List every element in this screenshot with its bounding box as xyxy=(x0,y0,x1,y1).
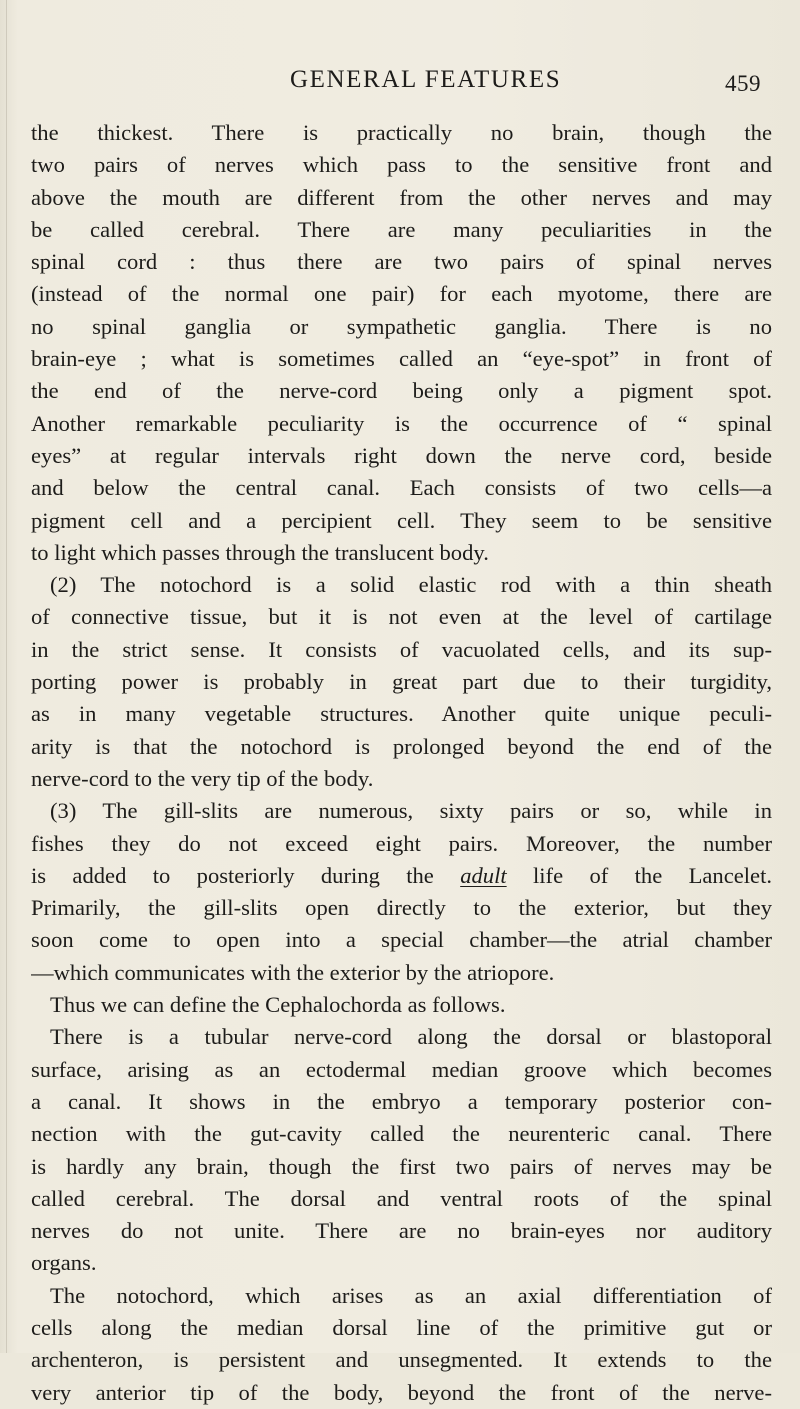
page-header xyxy=(0,66,800,106)
text-line: a canal. It shows in the embryo a temporary posterior con- xyxy=(31,1088,772,1114)
text-line: be called cerebral. There are many peculiarities in the xyxy=(31,216,772,242)
text-line: porting power is probably in great part due to their turgidity, xyxy=(31,669,772,695)
text-line: Thus we can define the Cephalochorda as follows. xyxy=(50,992,506,1018)
text-line: and below the central canal. Each consists of two cells—a xyxy=(31,475,772,501)
text-line: is hardly any brain, though the first two pairs of nerves may be xyxy=(31,1153,772,1179)
text-line: (instead of the normal one pair) for each myotome, there are xyxy=(31,281,772,307)
text-line: the end of the nerve-cord being only a pigment spot. xyxy=(31,378,772,404)
text-line: pigment cell and a percipient cell. They seem to be sensitive xyxy=(31,507,772,533)
text-line: to light which passes through the translucent body. xyxy=(31,539,489,565)
text-line: above the mouth are different from the other nerves and may xyxy=(31,184,772,210)
text-line: There is a tubular nerve-cord along the dorsal or blastoporal xyxy=(50,1024,772,1050)
text-line: as in many vegetable structures. Another quite unique peculi- xyxy=(31,701,772,727)
text-run: life of the Lancelet. xyxy=(506,862,772,888)
text-line: soon come to open into a special chamber—the atrial chamber xyxy=(31,927,772,953)
text-line: called cerebral. The dorsal and ventral roots of the spinal xyxy=(31,1185,772,1211)
text-line: two pairs of nerves which pass to the sensitive front and xyxy=(31,152,772,178)
text-line: brain-eye ; what is sometimes called an “eye-spot” in front of xyxy=(31,346,772,372)
text-line: nerve-cord to the very tip of the body. xyxy=(31,765,374,791)
text-line: the thickest. There is practically no brain, though the xyxy=(31,120,772,145)
text-line: nection with the gut-cavity called the neurenteric canal. There xyxy=(31,1121,772,1147)
text-line: eyes” at regular intervals right down the nerve cord, beside xyxy=(31,442,772,468)
text-line: Primarily, the gill-slits open directly to the exterior, but they xyxy=(31,895,772,921)
running-head: GENERAL FEATURES xyxy=(290,66,562,93)
text-line: (2) The notochord is a solid elastic rod with a thin sheath xyxy=(50,572,772,598)
text-line: spinal cord : thus there are two pairs of spinal nerves xyxy=(31,249,772,275)
text-line: The notochord, which arises as an axial differentiation of xyxy=(50,1282,772,1308)
text-line: (3) The gill-slits are numerous, sixty pairs or so, while in xyxy=(50,798,772,824)
page-number: 459 xyxy=(725,71,761,96)
text-line xyxy=(31,860,772,892)
text-run: is added to posteriorly during the xyxy=(31,862,461,888)
text-line: nerves do not unite. There are no brain-eyes nor auditory xyxy=(31,1218,772,1244)
text-line: of connective tissue, but it is not even at the level of cartilage xyxy=(31,604,772,630)
text-line: archenteron, is persistent and unsegmented. It extends to the xyxy=(31,1347,772,1373)
text-line: surface, arising as an ectodermal median groove which becomes xyxy=(31,1056,772,1082)
text-line: arity is that the notochord is prolonged beyond the end of the xyxy=(31,733,772,759)
text-line: organs. xyxy=(31,1250,97,1276)
text-line: cells along the median dorsal line of the primitive gut or xyxy=(31,1314,772,1340)
body-text xyxy=(31,117,772,1409)
text-line: fishes they do not exceed eight pairs. Moreover, the number xyxy=(31,830,772,856)
emphasis-text: adult xyxy=(460,862,507,888)
text-line: Another remarkable peculiarity is the occurrence of “ spinal xyxy=(31,410,772,436)
page-edge-divider xyxy=(6,0,7,1353)
text-line: no spinal ganglia or sympathetic ganglia. There is no xyxy=(31,313,772,339)
text-line: —which communicates with the exterior by the atriopore. xyxy=(31,959,555,985)
text-line: very anterior tip of the body, beyond the front of the nerve- xyxy=(31,1379,772,1405)
text-line: in the strict sense. It consists of vacuolated cells, and its sup- xyxy=(31,636,772,662)
